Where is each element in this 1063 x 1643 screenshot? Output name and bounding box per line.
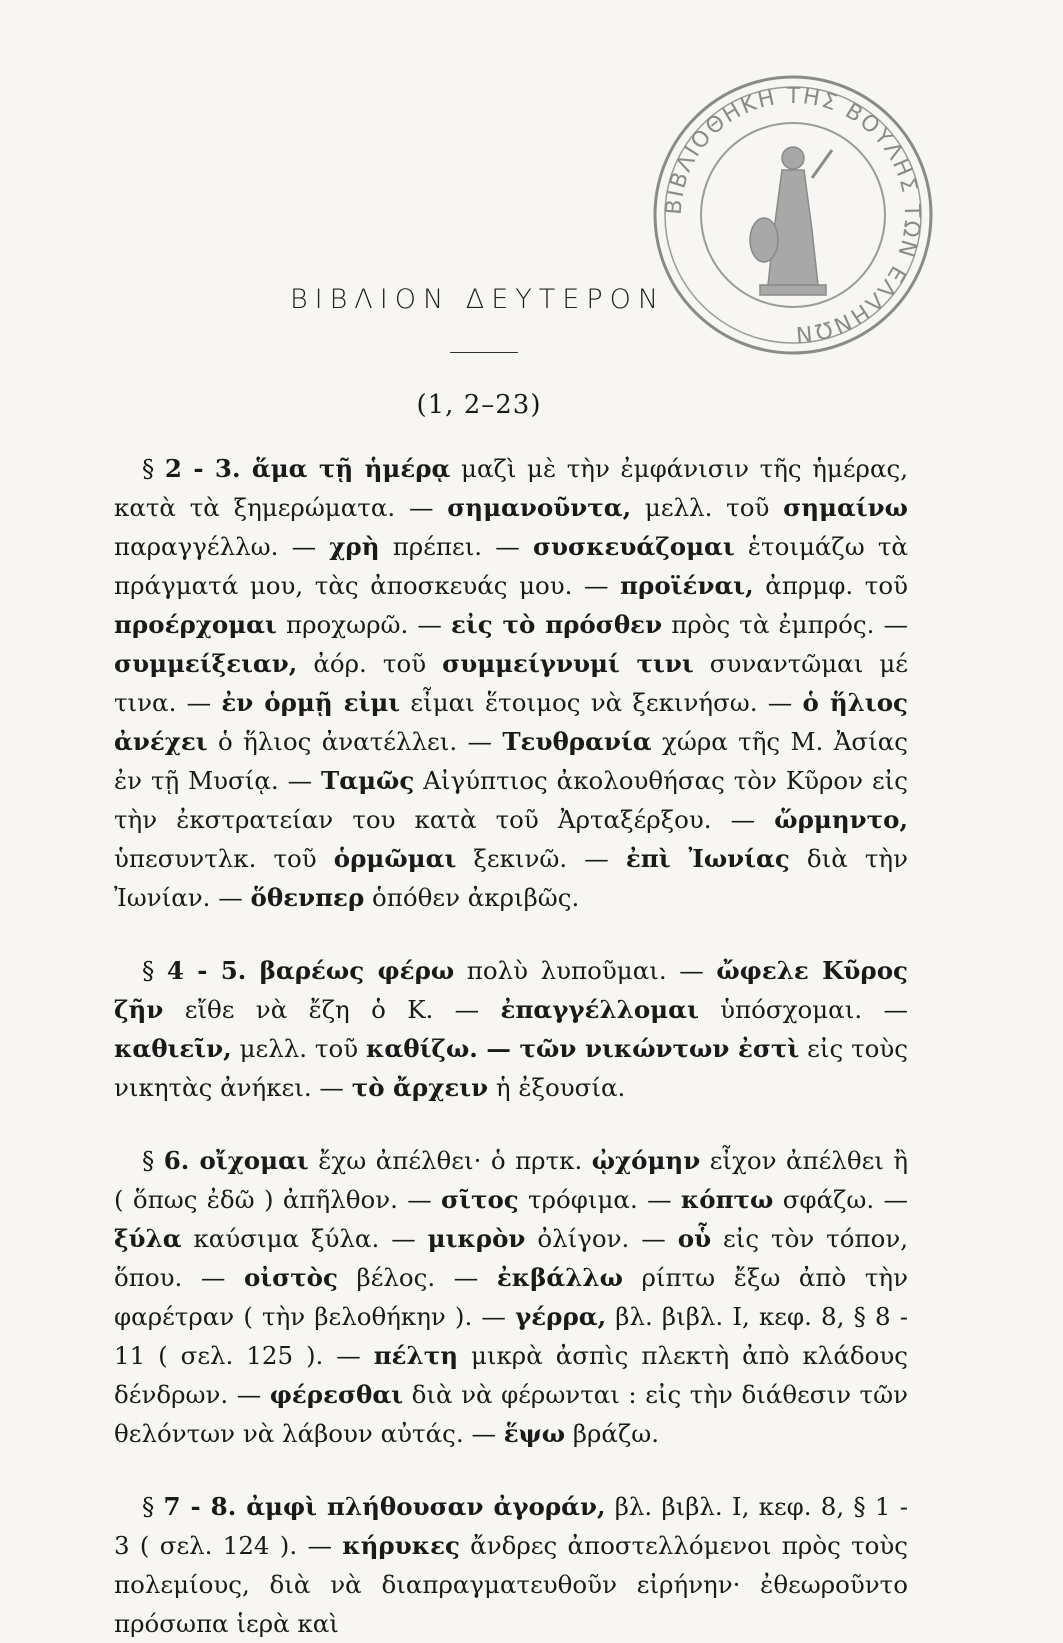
gloss-text: ρίπτω ἔξω ἀπὸ τὴν φαρέτραν ( τὴν βελοθήκην ). —	[114, 1263, 908, 1331]
gloss-text: συναντῶμαι μέ τινα. —	[114, 649, 908, 717]
gloss-text: τρόφιμα. —	[518, 1185, 681, 1214]
headword: τὸ ἄρχειν	[351, 1073, 489, 1102]
gloss-text: παραγγέλλω. —	[114, 532, 330, 561]
gloss-text: ἡ ἐξουσία.	[488, 1073, 626, 1102]
paragraph-section-4-5	[114, 951, 908, 1107]
gloss-text: μελλ. τοῦ	[231, 1034, 367, 1063]
gloss-text: εἶχον ἀπέλθει ἢ ( ὅπως ἐδῶ ) ἀπῆλθον. —	[114, 1146, 909, 1214]
headword: ἕψω	[503, 1419, 566, 1448]
headword: ὤφελε Κῦρος ζῆν	[114, 956, 908, 1024]
title-divider	[450, 352, 518, 353]
headword: μικρὸν	[427, 1224, 526, 1253]
gloss-text: καύσιμα ξύλα. —	[181, 1224, 428, 1253]
gloss-text: Αἰγύπτιος ἀκολουθήσας τὸν Κῦρον εἰς τὴν ἐκστρατείαν του κατὰ τοῦ Ἀρταξέρξου. —	[114, 766, 908, 834]
headword: χρὴ	[329, 532, 380, 561]
headword: ἐκβάλλω	[496, 1263, 623, 1292]
headword: κήρυκες	[342, 1531, 460, 1560]
library-stamp	[648, 70, 938, 360]
gloss-text: μικρὰ ἀσπὶς πλεκτὴ ἀπὸ κλάδους δένδρων. —	[114, 1341, 908, 1409]
gloss-text: §	[142, 454, 165, 483]
gloss-text: ξεκινῶ. —	[456, 844, 626, 873]
headword: προέρχομαι	[114, 610, 277, 639]
headword: συμμείγνυμί τινι	[442, 649, 694, 678]
headword: σῖτος	[441, 1185, 519, 1214]
stamp-text: ΒΙΒΛΙΟΘΗΚΗ ΤΗΣ ΒΟΥΛΗΣ ΤΩΝ ΕΛΛΗΝΩΝ	[661, 83, 925, 347]
commentary-text	[114, 449, 908, 1643]
gloss-text: βράζω.	[565, 1419, 659, 1448]
athena-figure-icon	[750, 147, 832, 295]
headword: ὁρμῶμαι	[333, 844, 457, 873]
headword: καθιεῖν,	[114, 1034, 232, 1063]
gloss-text: βλ. βιβλ. I, κεφ. 8, § 1 - 3 ( σελ. 124 ). —	[114, 1492, 908, 1560]
headword: κόπτω	[680, 1185, 774, 1214]
headword: 6. οἴχομαι	[163, 1146, 309, 1175]
gloss-text: πολὺ λυποῦμαι. —	[454, 956, 717, 985]
headword: ὁ ἥλιος ἀνέχει	[114, 688, 908, 756]
gloss-text: ὑπεσυντλκ. τοῦ	[114, 844, 334, 873]
gloss-text: ὁπόθεν ἀκριβῶς.	[364, 883, 580, 912]
gloss-text: πρὸς τὰ ἐμπρός. —	[662, 610, 908, 639]
gloss-text: ἔχω ἀπέλθει· ὁ πρτκ.	[308, 1146, 592, 1175]
headword: σημανοῦντα,	[447, 493, 632, 522]
headword: 2 - 3. ἅμα τῇ ἡμέρᾳ	[164, 454, 451, 483]
gloss-text: ἑτοιμάζω τὰ πράγματά μου, τὰς ἀποσκευάς μου. —	[114, 532, 908, 600]
gloss-text: εἶμαι ἕτοιμος νὰ ξεκινήσω. —	[400, 688, 803, 717]
gloss-text: μαζὶ μὲ τὴν ἐμφάνισιν τῆς ἡμέρας, κατὰ τὰ ξημερώματα. —	[114, 454, 908, 522]
paragraph-section-2-3	[114, 449, 908, 917]
gloss-text: εἰς τοὺς νικητὰς ἀνήκει. —	[114, 1034, 908, 1102]
gloss-text: πρέπει. —	[379, 532, 533, 561]
headword: πέλτη	[373, 1341, 459, 1370]
headword: συσκευάζομαι	[532, 532, 735, 561]
headword: γέρρα,	[515, 1302, 607, 1331]
gloss-text: ὀλίγον. —	[525, 1224, 678, 1253]
chapter-range: (1, 2–23)	[416, 390, 542, 420]
headword: 4 - 5. βαρέως φέρω	[166, 956, 455, 985]
headword: ὥρμηντο,	[774, 805, 908, 834]
headword: ἐπαγγέλλομαι	[500, 995, 699, 1024]
gloss-text: βλ. βιβλ. I, κεφ. 8, § 8 - 11 ( σελ. 125 ). —	[114, 1302, 908, 1370]
gloss-text: §	[142, 956, 167, 985]
gloss-text: σφάζω. —	[773, 1185, 908, 1214]
headword: σημαίνω	[783, 493, 908, 522]
headword: Τευθρανία	[502, 727, 652, 756]
paragraph-section-6	[114, 1141, 908, 1453]
gloss-text: ἀόρ. τοῦ	[297, 649, 443, 678]
gloss-text: §	[142, 1492, 164, 1521]
gloss-text: ἄνδρες ἀποστελλόμενοι πρὸς τοὺς πολεμίους, διὰ νὰ διαπραγματευθοῦν εἰρήνην· ἐθεωροῦντο πρόσωπα ἱερὰ καὶ	[114, 1531, 908, 1638]
gloss-text: ὑπόσχομαι. —	[698, 995, 908, 1024]
headword: συμμείξειαν,	[114, 649, 298, 678]
gloss-text: ἀπρμφ. τοῦ	[753, 571, 908, 600]
gloss-text: §	[142, 1146, 164, 1175]
gloss-text: προχωρῶ. —	[276, 610, 451, 639]
paragraph-section-7-8	[114, 1487, 908, 1643]
headword: εἰς τὸ πρόσθεν	[450, 610, 663, 639]
headword: Ταμῶς	[321, 766, 415, 795]
headword: 7 - 8. ἀμφὶ πλήθουσαν ἀγοράν,	[163, 1492, 606, 1521]
headword: φέρεσθαι	[269, 1380, 404, 1409]
gloss-text: διὰ νὰ φέρωνται : εἰς τὴν διάθεσιν τῶν θελόντων νὰ λάβουν αὐτάς. —	[114, 1380, 908, 1448]
gloss-text: εἴθε νὰ ἔζη ὁ Κ. —	[163, 995, 501, 1024]
headword: οὗ	[677, 1224, 712, 1253]
headword: προϊέναι,	[620, 571, 754, 600]
gloss-text: εἰς τὸν τόπον, ὅπου. —	[114, 1224, 908, 1292]
gloss-text: βέλος. —	[337, 1263, 497, 1292]
headword: ἐν ὁρμῇ εἰμι	[221, 688, 401, 717]
headword: καθίζω. — τῶν νικώντων ἐστὶ	[366, 1034, 800, 1063]
book-title: ΒΙΒΛΙΟΝ ΔΕΥΤΕΡΟΝ	[289, 284, 666, 315]
gloss-text: ὁ ἥλιος ἀνατέλλει. —	[207, 727, 503, 756]
headword: ὅθενπερ	[250, 883, 365, 912]
headword: οἰστὸς	[243, 1263, 338, 1292]
headword: ἐπὶ Ἰωνίας	[625, 844, 790, 873]
gloss-text: διὰ τὴν Ἰωνίαν. —	[114, 844, 909, 912]
gloss-text: μελλ. τοῦ	[631, 493, 784, 522]
headword: ξύλα	[114, 1224, 182, 1253]
gloss-text: χώρα τῆς Μ. Ἀσίας ἐν τῇ Μυσίᾳ. —	[114, 727, 908, 795]
headword: ᾠχόμην	[591, 1146, 701, 1175]
